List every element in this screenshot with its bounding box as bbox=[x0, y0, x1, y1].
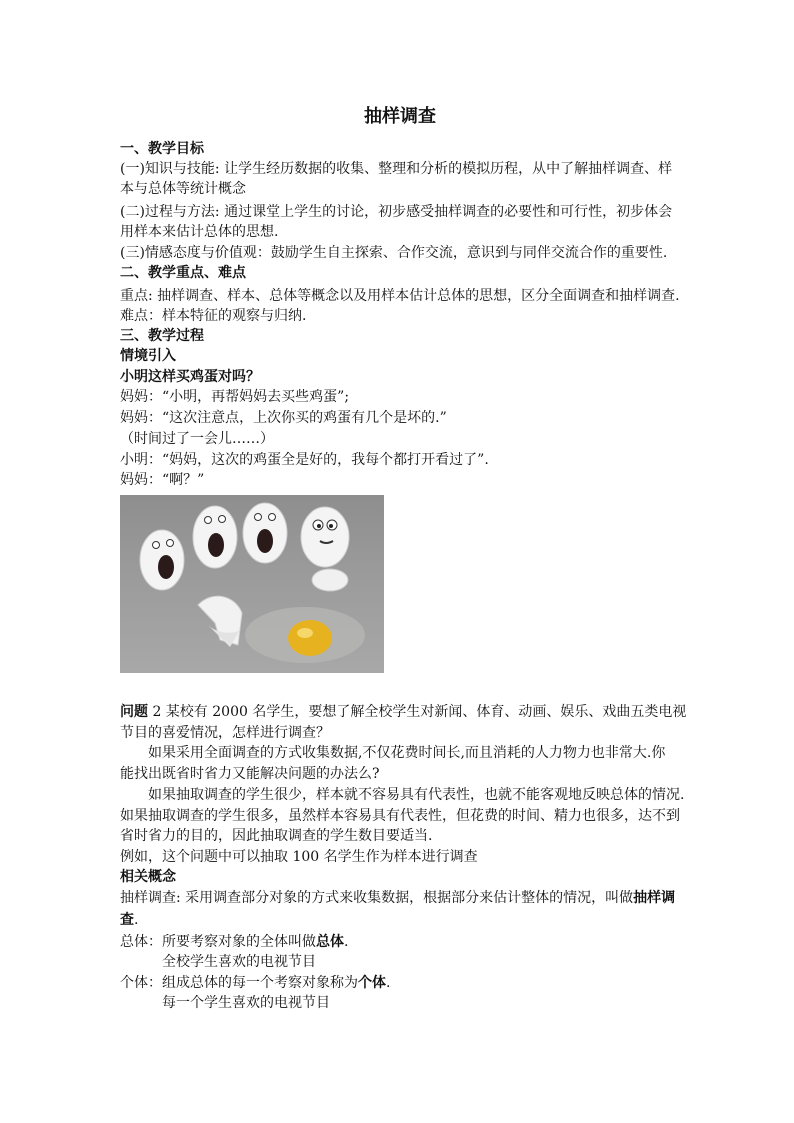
individual-text: 个体：组成总体的每一个考察对象称为 bbox=[120, 975, 358, 991]
page-title: 抽样调查 bbox=[364, 106, 436, 127]
intro-heading: 情境引入 bbox=[120, 348, 176, 364]
question-2-line1 bbox=[120, 702, 686, 722]
example-text: 例如，这个问题中可以抽取 100 名学生作为样本进行调查 bbox=[120, 849, 478, 865]
goal-knowledge-line2: 本与总体等统计概念 bbox=[120, 181, 246, 197]
paragraph-2-line1: 如果抽取调查的学生很少，样本就不容易具有代表性，也就不能客观地反映总体的情况. bbox=[148, 787, 685, 803]
dialog-line: （时间过了一会儿……） bbox=[120, 431, 274, 447]
paragraph-2-line3: 省时省力的目的，因此抽取调查的学生数目要适当. bbox=[120, 828, 433, 844]
dialog-line: 妈妈：“小明，再帮妈妈去买些鸡蛋”; bbox=[120, 389, 350, 405]
individual-term: 个体 bbox=[358, 975, 386, 991]
section-heading-key-points: 二、教学重点、难点 bbox=[120, 265, 246, 281]
goal-process-line1: (二)过程与方法: 通过课堂上学生的讨论，初步感受抽样调查的必要性和可行性，初步体会 bbox=[120, 204, 673, 220]
section-heading-goals: 一、教学目标 bbox=[120, 141, 204, 157]
individual-example: 每一个学生喜欢的电视节目 bbox=[162, 995, 330, 1011]
broken-egg-photo bbox=[120, 495, 384, 673]
paragraph-2-line2: 如果抽取调查的学生很多，虽然样本容易具有代表性，但花费的时间、精力也很多，达不到 bbox=[120, 808, 680, 824]
sampling-period: . bbox=[134, 912, 139, 928]
population-period: . bbox=[344, 934, 349, 950]
population-term: 总体 bbox=[316, 934, 344, 950]
sampling-term-end: 查 bbox=[120, 912, 134, 928]
goal-knowledge-line1: (一)知识与技能: 让学生经历数据的收集、整理和分析的模拟历程，从中了解抽样调查、样 bbox=[120, 161, 673, 177]
goal-attitude: (三)情感态度与价值观：鼓励学生自主探索、合作交流，意识到与同伴交流合作的重要性. bbox=[120, 245, 668, 261]
dialog-line: 妈妈：“这次注意点，上次你买的鸡蛋有几个是坏的.” bbox=[120, 410, 447, 426]
population-definition bbox=[120, 932, 348, 952]
dialog-line: 小明：“妈妈，这次的鸡蛋全是好的，我每个都打开看过了”. bbox=[120, 452, 489, 468]
sampling-definition-text: 抽样调查: 采用调查部分对象的方式来收集数据，根据部分来估计整体的情况，叫做 bbox=[120, 890, 634, 906]
egg-illustration bbox=[120, 495, 384, 673]
individual-period: . bbox=[386, 975, 391, 991]
paragraph-1-line1: 如果采用全面调查的方式收集数据,不仅花费时间长,而且消耗的人力物力也非常大.你 bbox=[148, 745, 666, 761]
question-2-label: 问题 bbox=[120, 704, 148, 720]
sampling-definition-line1 bbox=[120, 888, 675, 908]
question-1: 小明这样买鸡蛋对吗？ bbox=[120, 369, 260, 385]
concepts-heading: 相关概念 bbox=[120, 869, 176, 885]
sampling-term: 抽样调 bbox=[633, 890, 676, 906]
goal-process-line2: 用样本来估计总体的思想. bbox=[120, 224, 279, 240]
difficult-point: 难点：样本特征的观察与归纳. bbox=[120, 308, 307, 324]
population-example: 全校学生喜欢的电视节目 bbox=[162, 954, 316, 970]
question-2-line2: 节目的喜爱情况，怎样进行调查？ bbox=[120, 725, 330, 741]
key-point: 重点: 抽样调查、样本、总体等概念以及用样本估计总体的思想，区分全面调查和抽样调查. bbox=[120, 288, 680, 304]
question-2-text: 2 某校有 2000 名学生，要想了解全校学生对新闻、体育、动画、娱乐、戏曲五类电视 bbox=[148, 704, 687, 720]
sampling-definition-line2 bbox=[120, 910, 138, 930]
population-text: 总体：所要考察对象的全体叫做 bbox=[120, 934, 316, 950]
paragraph-1-line2: 能找出既省时省力又能解决问题的办法么? bbox=[120, 766, 380, 782]
section-heading-process: 三、教学过程 bbox=[120, 328, 204, 344]
dialog-line: 妈妈：“啊？” bbox=[120, 472, 205, 488]
individual-definition bbox=[120, 973, 390, 993]
